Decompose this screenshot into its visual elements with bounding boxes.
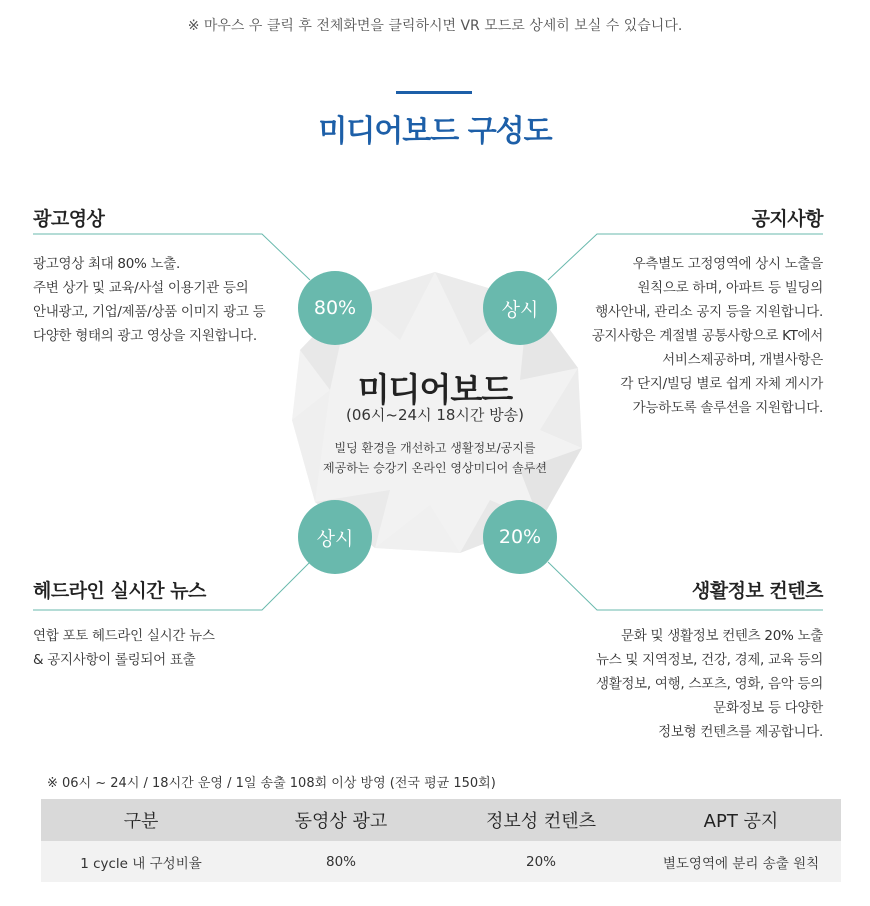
- desc-line: 연합 포토 헤드라인 실시간 뉴스: [33, 628, 215, 644]
- desc-line: 각 단지/빌딩 별로 쉽게 자체 게시가: [620, 376, 823, 392]
- center-subtitle: (06시~24시 18시간 방송): [345, 406, 524, 424]
- desc-line: 다양한 형태의 광고 영상을 지원합니다.: [33, 328, 257, 344]
- section-title-life-info: 생활정보 컨텐츠: [691, 580, 823, 602]
- table-cell: 1 cycle 내 구성비율: [41, 841, 241, 882]
- desc-line: 주변 상가 및 교육/사설 이용기관 등의: [33, 280, 249, 296]
- table-header-cell: 정보성 컨텐츠: [441, 799, 641, 841]
- section-desc-ad-video: [33, 252, 265, 348]
- section-title-notice-board: 공지사항: [751, 208, 823, 230]
- desc-line: 광고영상 최대 80% 노출.: [33, 256, 180, 272]
- table-cell: 20%: [441, 841, 641, 882]
- badge-headline-news: 상시: [298, 500, 372, 574]
- center-title: 미디어보드: [357, 370, 513, 409]
- badge-ad-video: 80%: [298, 271, 372, 345]
- desc-line: 문화 및 생활정보 컨텐츠 20% 노출: [621, 628, 823, 644]
- section-title-headline-news: 헤드라인 실시간 뉴스: [33, 580, 206, 602]
- vr-notice: ※ 마우스 우 클릭 후 전체화면을 클릭하시면 VR 모드로 상세히 보실 수 있습니다.: [187, 18, 683, 34]
- desc-line: 공지사항은 계절별 공통사항으로 KT에서: [591, 328, 823, 344]
- center-desc-line: 제공하는 승강기 온라인 영상미디어 솔루션: [323, 461, 547, 475]
- broadcast-footnote: ※ 06시 ~ 24시 / 18시간 운영 / 1일 송출 108회 이상 방영 (전국 평균 150회): [47, 776, 496, 791]
- table-header-cell: 동영상 광고: [241, 799, 441, 841]
- desc-line: 문화정보 등 다양한: [713, 700, 823, 716]
- table-header-cell: 구분: [41, 799, 241, 841]
- section-title-ad-video: 광고영상: [33, 208, 105, 230]
- center-desc-line: 빌딩 환경을 개선하고 생활정보/공지를: [334, 441, 536, 455]
- section-desc-headline-news: [33, 624, 215, 672]
- desc-line: 생활정보, 여행, 스포츠, 영화, 음악 등의: [595, 676, 823, 692]
- desc-line: 정보형 컨텐츠를 제공합니다.: [658, 724, 823, 740]
- desc-line: & 공지사항이 롤링되어 표출: [33, 652, 196, 668]
- desc-line: 안내광고, 기업/제품/상품 이미지 광고 등: [33, 304, 266, 320]
- badge-life-info: 20%: [483, 500, 557, 574]
- badge-notice-board: 상시: [483, 271, 557, 345]
- center-desc: [0, 438, 870, 478]
- desc-line: 행사안내, 관리소 공지 등을 지원합니다.: [595, 304, 823, 320]
- desc-line: 가능하도록 솔루션을 지원합니다.: [632, 400, 823, 416]
- table-cell: 별도영역에 분리 송출 원칙: [641, 841, 841, 882]
- table-row: [41, 841, 841, 882]
- table-header-row: [41, 799, 841, 841]
- table-cell: 80%: [241, 841, 441, 882]
- desc-line: 우측별도 고정영역에 상시 노출을: [632, 256, 823, 272]
- desc-line: 서비스제공하며, 개별사항은: [662, 352, 823, 368]
- composition-table: [41, 799, 841, 882]
- desc-line: 뉴스 및 지역정보, 건강, 경제, 교육 등의: [595, 652, 823, 668]
- page-title: 미디어보드 구성도: [318, 114, 552, 149]
- desc-line: 원칙으로 하며, 아파트 등 빌딩의: [637, 280, 823, 296]
- table-header-cell: APT 공지: [641, 799, 841, 841]
- section-desc-life-info: [596, 624, 823, 744]
